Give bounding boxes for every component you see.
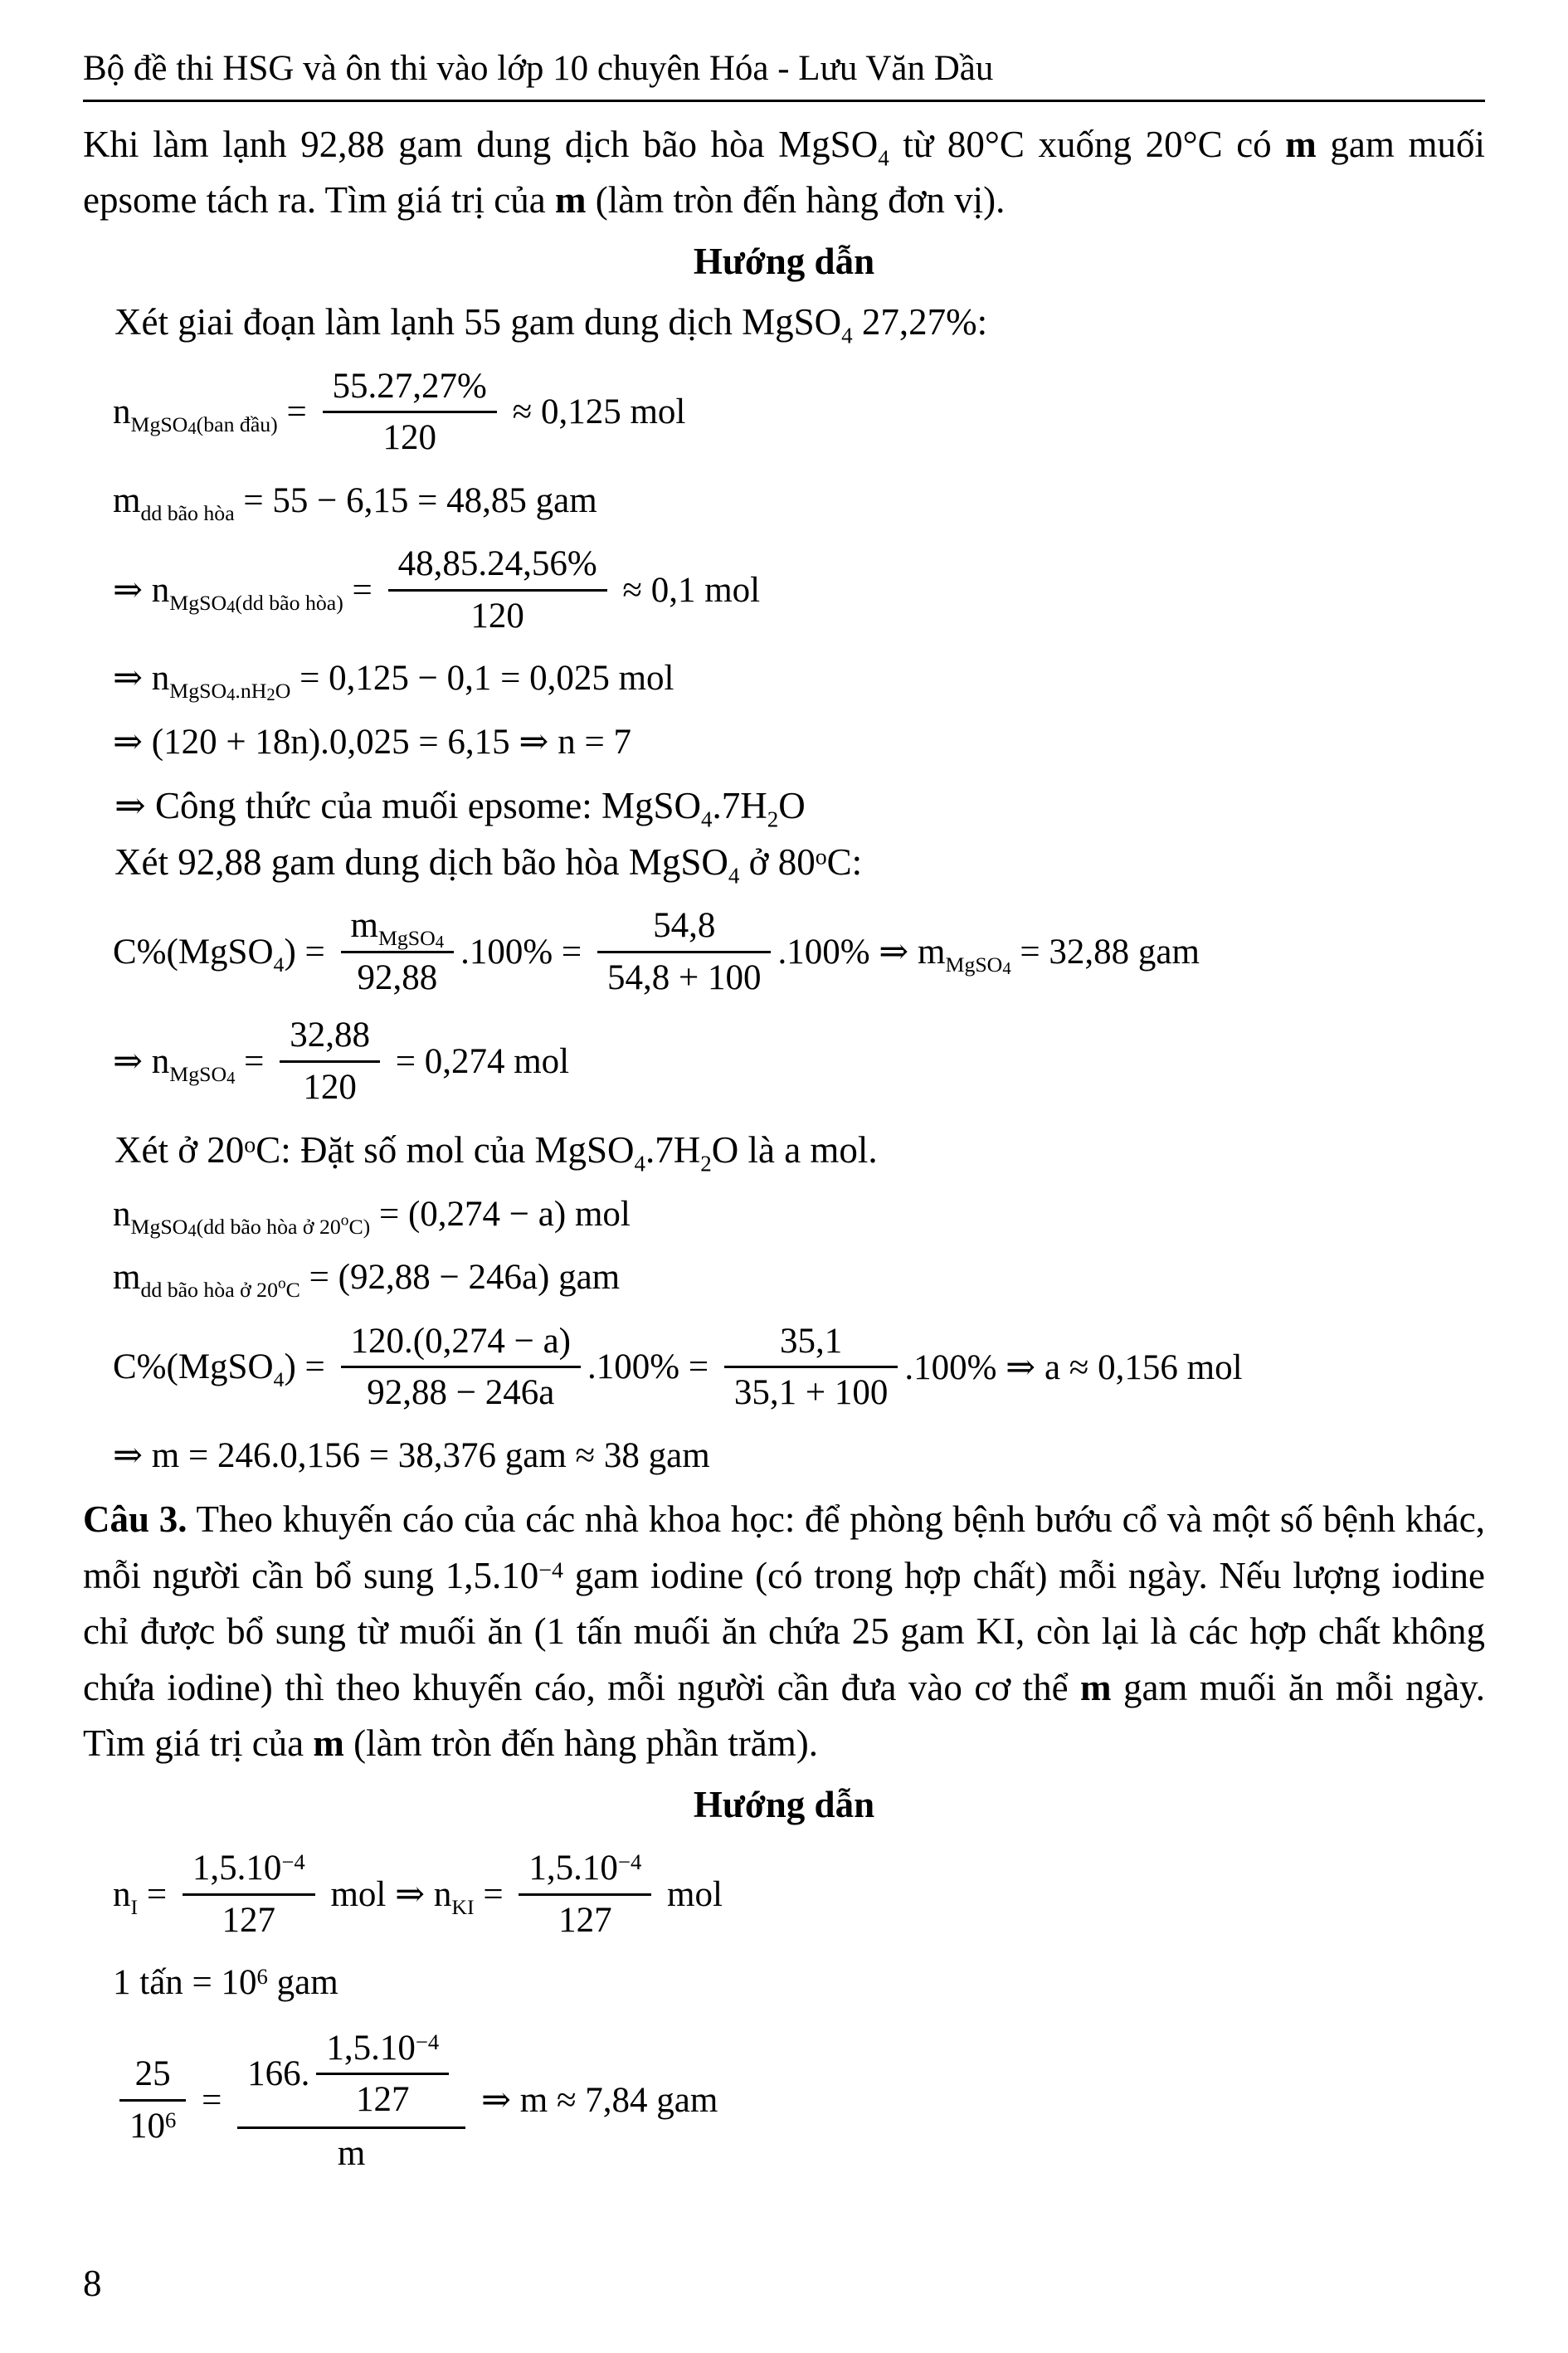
line-consider-80c: Xét 92,88 gam dung dịch bão hòa MgSO$_4$ ở 80$^o$C: xyxy=(114,840,863,889)
formula-solve-n: ⇒ (120 + 18n).0,025 = 6,15 ⇒ n = 7 xyxy=(113,722,631,762)
header-title: Bộ đề thi HSG và ôn thi vào lớp 10 chuyên Hóa - Lưu Văn Dầu xyxy=(83,49,994,88)
guide-heading-1: Hướng dẫn xyxy=(693,240,875,282)
fraction-denominator: 120 xyxy=(323,411,497,460)
fraction-numerator: $m_{MgSO4}$ xyxy=(350,906,445,952)
formula-mid: mol ⇒ $n_{KI}$ = xyxy=(321,1875,513,1920)
fraction-denominator: 127 xyxy=(183,1893,315,1942)
formula-lhs: C%(MgSO$_4$) = xyxy=(113,1347,334,1392)
page-body xyxy=(83,117,1485,2176)
formula-rhs: ⇒ m ≈ 7,84 gam xyxy=(472,2081,718,2121)
fraction xyxy=(341,904,455,1000)
fraction-numerator: $1,5.10^{-4}$ xyxy=(528,1849,642,1888)
page-header xyxy=(83,46,1485,102)
formula-rhs: .100% ⇒ $m_{MgSO4} = 32,88$ gam xyxy=(777,933,1200,979)
fraction-denominator: 92,88 − 246a xyxy=(341,1366,581,1415)
fraction-numerator: 48,85.24,56% xyxy=(397,544,597,584)
formula-rhs: .100% ⇒ a ≈ 0,156 mol xyxy=(904,1347,1243,1387)
fraction xyxy=(388,542,607,638)
formula-n-mgso4-initial xyxy=(113,364,1485,460)
fraction-numerator: 35,1 xyxy=(779,1321,843,1361)
fraction xyxy=(341,1319,581,1415)
formula-rhs: mol xyxy=(658,1874,723,1914)
fraction-denominator: 54,8 + 100 xyxy=(597,951,772,1000)
formula-lhs: $n_I$ = xyxy=(113,1874,176,1919)
fraction xyxy=(280,1013,380,1109)
fraction-denominator: 120 xyxy=(280,1060,380,1109)
formula-n-mgso4-80c xyxy=(113,1013,1485,1109)
fraction xyxy=(724,1319,898,1415)
fraction-denominator: $10^6$ xyxy=(119,2099,186,2148)
nested-prefix: 166. xyxy=(247,2054,310,2094)
fraction-numerator: 25 xyxy=(134,2054,171,2094)
guide-heading-2: Hướng dẫn xyxy=(693,1783,875,1825)
formula-c-percent-80c xyxy=(113,904,1485,1000)
formula-n-hydrate: ⇒ $n_{MgSO4.nH2O} = 0,125 - 0,1 = 0,025$ mol xyxy=(113,659,674,704)
line-epsome-formula: ⇒ Công thức của muối epsome: $MgSO_4.7H_2O$ xyxy=(114,785,806,832)
fraction-numerator: 32,88 xyxy=(290,1016,370,1055)
fraction-numerator: $1,5.10^{-4}$ xyxy=(192,1849,305,1888)
problem2-statement: Khi làm lạnh 92,88 gam dung dịch bão hòa MgSO$_4$ từ 80°C xuống 20°C có m gam muối epsome tách ra. Tìm giá trị của m (làm tròn đến hàng đơn vị). xyxy=(83,123,1486,222)
fraction-denominator: 92,88 xyxy=(341,951,455,1000)
formula-mid: .100% = xyxy=(460,932,591,972)
formula-lhs: ⇒ $n_{MgSO4(dd bão hòa)}$ = xyxy=(113,571,382,616)
line-ton-conversion: 1 tấn = $10^6$ gam xyxy=(113,1963,338,2003)
fraction xyxy=(597,904,772,1000)
fraction xyxy=(119,2052,186,2148)
formula-rhs: ≈ 0,125 mol xyxy=(503,392,686,432)
fraction xyxy=(519,1846,651,1942)
fraction-numerator: 54,8 xyxy=(653,906,716,946)
formula-mid: .100% = xyxy=(587,1347,718,1387)
fraction-nested xyxy=(237,2024,465,2175)
fraction-denominator: 127 xyxy=(519,1893,651,1942)
fraction-numerator: 120.(0,274 − a) xyxy=(350,1321,571,1361)
formula-lhs: $n_{MgSO4(ban đầu)}$ = xyxy=(113,392,316,438)
formula-m-dd-20c: $m_{dd bão hòa ở 20}o_C = (92,88 - 246a)$ gam xyxy=(113,1258,621,1303)
line-consider-20c: Xét ở 20$^o$C: Đặt số mol của $MgSO_4.7H_2O$ là a mol. xyxy=(114,1129,878,1176)
formula-mid: = xyxy=(192,2080,231,2120)
problem3-statement: Câu 3. Theo khuyến cáo của các nhà khoa học: để phòng bệnh bướu cổ và một số bệnh khác, mỗi người cần bổ sung $1,5.10^{-4}$ gam iodine (có trong hợp chất) mỗi ngày. Nếu lượng iodine chỉ được bổ sung từ muối ăn (1 tấn muối ăn chứa 25 gam KI, còn lại là các hợp chất không chứa iodine) thì theo khuyến cáo, mỗi người cần đưa vào cơ thể m gam muối ăn mỗi ngày. Tìm giá trị của m (làm tròn đến hàng phần trăm). xyxy=(83,1498,1486,1765)
formula-rhs: ≈ 0,1 mol xyxy=(613,570,761,610)
formula-n-mgso4-20c: $n_{MgSO4(dd bão hòa ở 20}o_{C)} = (0,274 - a)$ mol xyxy=(113,1194,631,1240)
formula-n-mgso4-saturated xyxy=(113,542,1485,638)
formula-m-salt xyxy=(113,2024,1485,2175)
fraction-denominator: 35,1 + 100 xyxy=(724,1366,898,1415)
fraction xyxy=(183,1846,315,1942)
fraction-numerator: 55.27,27% xyxy=(332,366,487,406)
page-number: 8 xyxy=(83,2263,102,2304)
fraction-denominator: m xyxy=(237,2126,465,2175)
fraction xyxy=(323,364,497,460)
formula-m-result: ⇒ m = 246.0,156 = 38,376 gam ≈ 38 gam xyxy=(113,1435,710,1475)
fraction-numerator: $1,5.10^{-4}$ xyxy=(326,2028,440,2068)
formula-n-iodine xyxy=(113,1846,1485,1942)
fraction-denominator: 127 xyxy=(316,2073,449,2122)
fraction-numerator xyxy=(237,2024,465,2126)
formula-rhs: = 0,274 mol xyxy=(386,1041,570,1081)
fraction-denominator: 120 xyxy=(388,589,607,638)
formula-m-dd-saturated: $m_{dd bão hòa} = 55 - 6,15 = 48,85$ gam xyxy=(113,480,597,525)
step-intro-55g: Xét giai đoạn làm lạnh 55 gam dung dịch MgSO$_4$ 27,27%: xyxy=(114,301,988,348)
formula-c-percent-20c xyxy=(113,1319,1485,1415)
formula-lhs: C%(MgSO$_4$) = xyxy=(113,932,334,977)
fraction-inner xyxy=(316,2026,449,2122)
formula-lhs: ⇒ $n_{MgSO4}$ = xyxy=(113,1042,274,1089)
